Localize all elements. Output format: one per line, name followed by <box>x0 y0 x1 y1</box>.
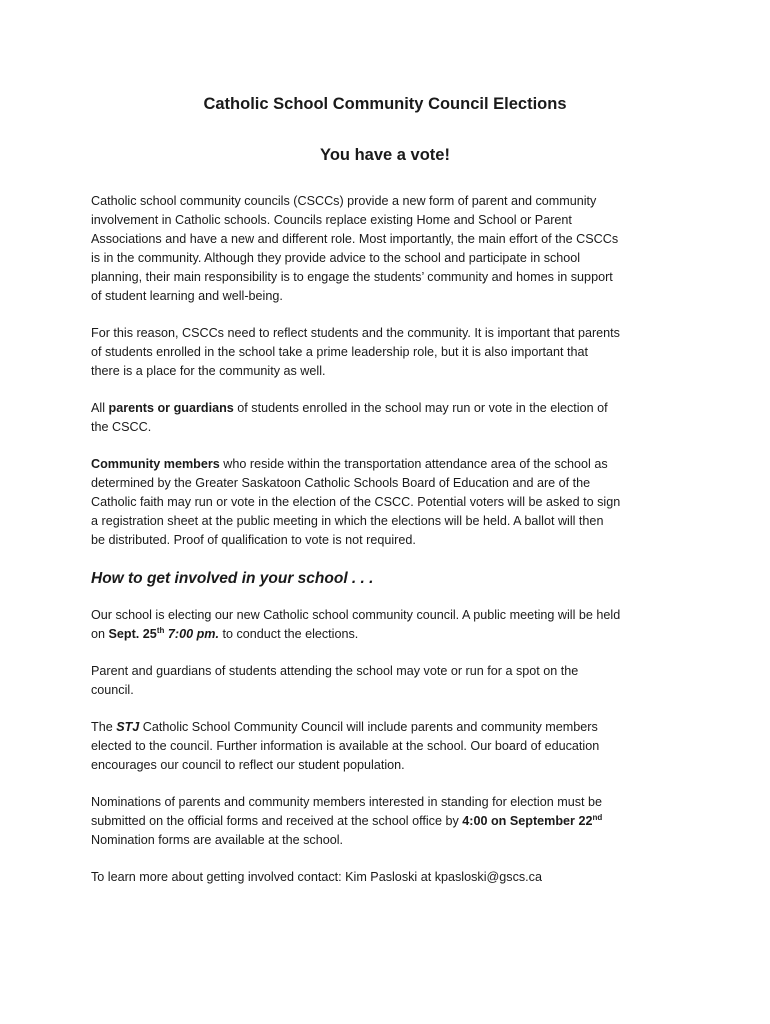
text-run: Catholic School Community Council will include parents and community members <box>139 720 598 734</box>
text-line: Nominations of parents and community members interested in standing for election must be <box>91 795 602 809</box>
text-run: The <box>91 720 117 734</box>
meeting-date <box>109 627 219 641</box>
text-line: the CSCC. <box>91 420 152 434</box>
date-text: Sept. 25 <box>108 627 157 641</box>
text-line: Parent and guardians of students attending the school may vote or run for a spot on the <box>91 664 579 678</box>
nomination-deadline <box>462 814 602 828</box>
text-run: All <box>91 401 109 415</box>
text-line: of student learning and well-being. <box>91 289 283 303</box>
date-suffix: th <box>156 626 165 635</box>
text-line: Our school is electing our new Catholic school community council. A public meeting will be held <box>91 608 621 622</box>
text-line: be distributed. Proof of qualification to vote is not required. <box>91 533 416 547</box>
community-emphasis: Community members <box>91 457 220 471</box>
text-line <box>91 399 691 418</box>
meeting-paragraph <box>91 606 691 644</box>
section-heading: How to get involved in your school . . . <box>91 570 374 587</box>
intro-paragraph <box>91 192 691 306</box>
document-subtitle: You have a vote! <box>320 146 450 164</box>
text-line <box>91 718 691 737</box>
parents-emphasis: parents or guardians <box>108 401 234 415</box>
text-line <box>91 455 691 474</box>
text-line <box>91 625 691 644</box>
text-line: is in the community. Although they provide advice to the school and participate in school <box>91 251 581 265</box>
text-run: submitted on the official forms and received at the school office by <box>91 814 463 828</box>
nominations-paragraph <box>91 793 691 850</box>
text-line: For this reason, CSCCs need to reflect students and the community. It is important that parents <box>91 326 620 340</box>
contact-paragraph <box>91 868 691 887</box>
text-line: a registration sheet at the public meeting in which the elections will be held. A ballot will then <box>91 514 604 528</box>
text-line: Catholic school community councils (CSCCs) provide a new form of parent and community <box>91 194 597 208</box>
contact-line: To learn more about getting involved contact: Kim Pasloski at kpasloski@gscs.ca <box>91 870 542 884</box>
text-line <box>91 812 691 831</box>
text-line: there is a place for the community as well. <box>91 364 326 378</box>
reflect-paragraph <box>91 324 691 381</box>
text-line: involvement in Catholic schools. Councils replace existing Home and School or Parent <box>91 213 572 227</box>
text-line: Catholic faith may run or vote in the election of the CSCC. Potential voters will be asked to sign <box>91 495 621 509</box>
text-line: Nomination forms are available at the school. <box>91 833 344 847</box>
guardians-paragraph <box>91 662 691 700</box>
meeting-time: 7:00 pm. <box>164 627 219 641</box>
text-run: who reside within the transportation attendance area of the school as <box>219 457 608 471</box>
text-run: of students enrolled in the school may run or vote in the election of <box>233 401 608 415</box>
school-name: STJ <box>116 720 140 734</box>
text-line: planning, their main responsibility is to engage the students’ community and homes in support <box>91 270 613 284</box>
document-body <box>91 192 691 905</box>
text-line: council. <box>91 683 134 697</box>
community-paragraph <box>91 455 691 550</box>
deadline-text: 4:00 on September 22 <box>462 814 593 828</box>
text-line: of students enrolled in the school take a prime leadership role, but it is also important that <box>91 345 589 359</box>
text-line: encourages our council to reflect our student population. <box>91 758 405 772</box>
document-title: Catholic School Community Council Elections <box>203 95 567 113</box>
parents-paragraph <box>91 399 691 437</box>
council-paragraph <box>91 718 691 775</box>
text-line: Associations and have a new and different role. Most importantly, the main effort of the CSCCs <box>91 232 619 246</box>
text-line: determined by the Greater Saskatoon Catholic Schools Board of Education and are of the <box>91 476 591 490</box>
text-run: to conduct the elections. <box>218 627 359 641</box>
text-line: elected to the council. Further information is available at the school. Our board of education <box>91 739 600 753</box>
deadline-suffix: nd <box>592 813 603 822</box>
text-run: on <box>91 627 109 641</box>
